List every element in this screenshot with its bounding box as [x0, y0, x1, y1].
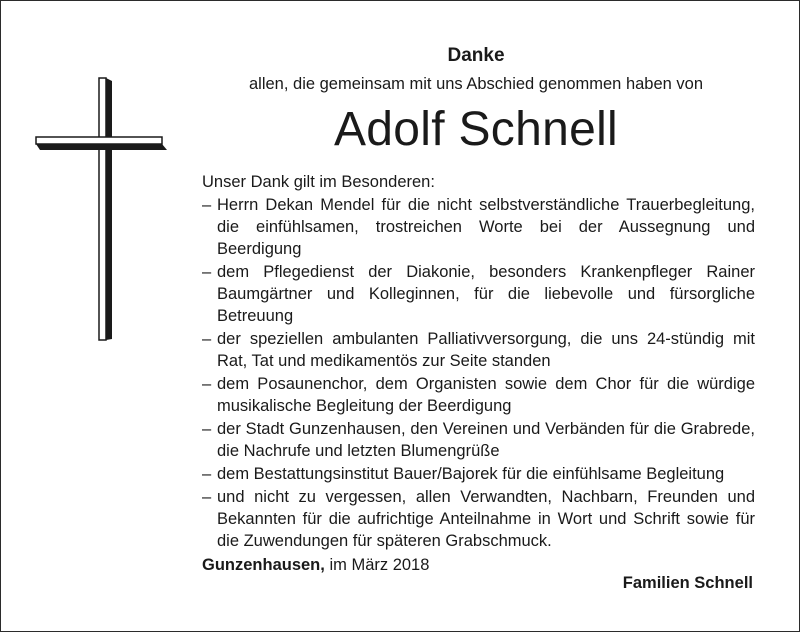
list-item	[202, 328, 755, 372]
list-item	[202, 486, 755, 552]
list-item-text: dem Posaunenchor, dem Organisten sowie dem Chor für die würdige musikalische Begleitung der Beerdigung	[217, 375, 755, 415]
list-item	[202, 373, 755, 417]
thanks-lead: Unser Dank gilt im Besonderen:	[202, 173, 435, 191]
list-item-text: und nicht zu vergessen, allen Verwandten, Nachbarn, Freunden und Bekannten für die aufrichtige Anteilnahme in Wort und Schrift sowie für die Zuwendungen für späteren Grabschmuck.	[217, 488, 755, 550]
place-date-line	[202, 554, 429, 576]
list-item-text: der speziellen ambulanten Palliativversorgung, die uns 24-stündig mit Rat, Tat und medikamentös zur Seite standen	[217, 330, 755, 370]
dash-marker: –	[202, 263, 212, 281]
place-name: Gunzenhausen,	[202, 556, 325, 574]
list-item-text: dem Bestattungsinstitut Bauer/Bajorek für die einfühlsame Begleitung	[217, 465, 725, 483]
notice-heading: Danke	[447, 45, 505, 66]
date-text: im März 2018	[329, 556, 430, 574]
dash-marker: –	[202, 375, 212, 393]
list-item-text: Herrn Dekan Mendel für die nicht selbstverständliche Trauerbegleitung, die einfühlsamen, trostreichen Worte bei der Aussegnung und Beerdigung	[217, 196, 755, 258]
dash-marker: –	[202, 488, 212, 506]
deceased-name: Adolf Schnell	[333, 103, 619, 156]
dash-marker: –	[202, 420, 212, 438]
list-item	[202, 463, 755, 485]
intro-line: allen, die gemeinsam mit uns Abschied genommen haben von	[248, 75, 704, 93]
thanks-list	[202, 194, 755, 553]
dash-marker: –	[202, 465, 212, 483]
list-item	[202, 261, 755, 327]
signature: Familien Schnell	[622, 574, 753, 592]
list-item	[202, 418, 755, 462]
cross-icon	[33, 75, 173, 345]
list-item-text: der Stadt Gunzenhausen, den Vereinen und Verbänden für die Grabrede, die Nachrufe und letzten Blumengrüße	[217, 420, 755, 460]
dash-marker: –	[202, 196, 212, 214]
list-item-text: dem Pflegedienst der Diakonie, besonders Krankenpfleger Rainer Baumgärtner und Kolleginnen, für die liebevolle und fürsorgliche Betreuung	[217, 263, 755, 325]
dash-marker: –	[202, 330, 212, 348]
list-item	[202, 194, 755, 260]
